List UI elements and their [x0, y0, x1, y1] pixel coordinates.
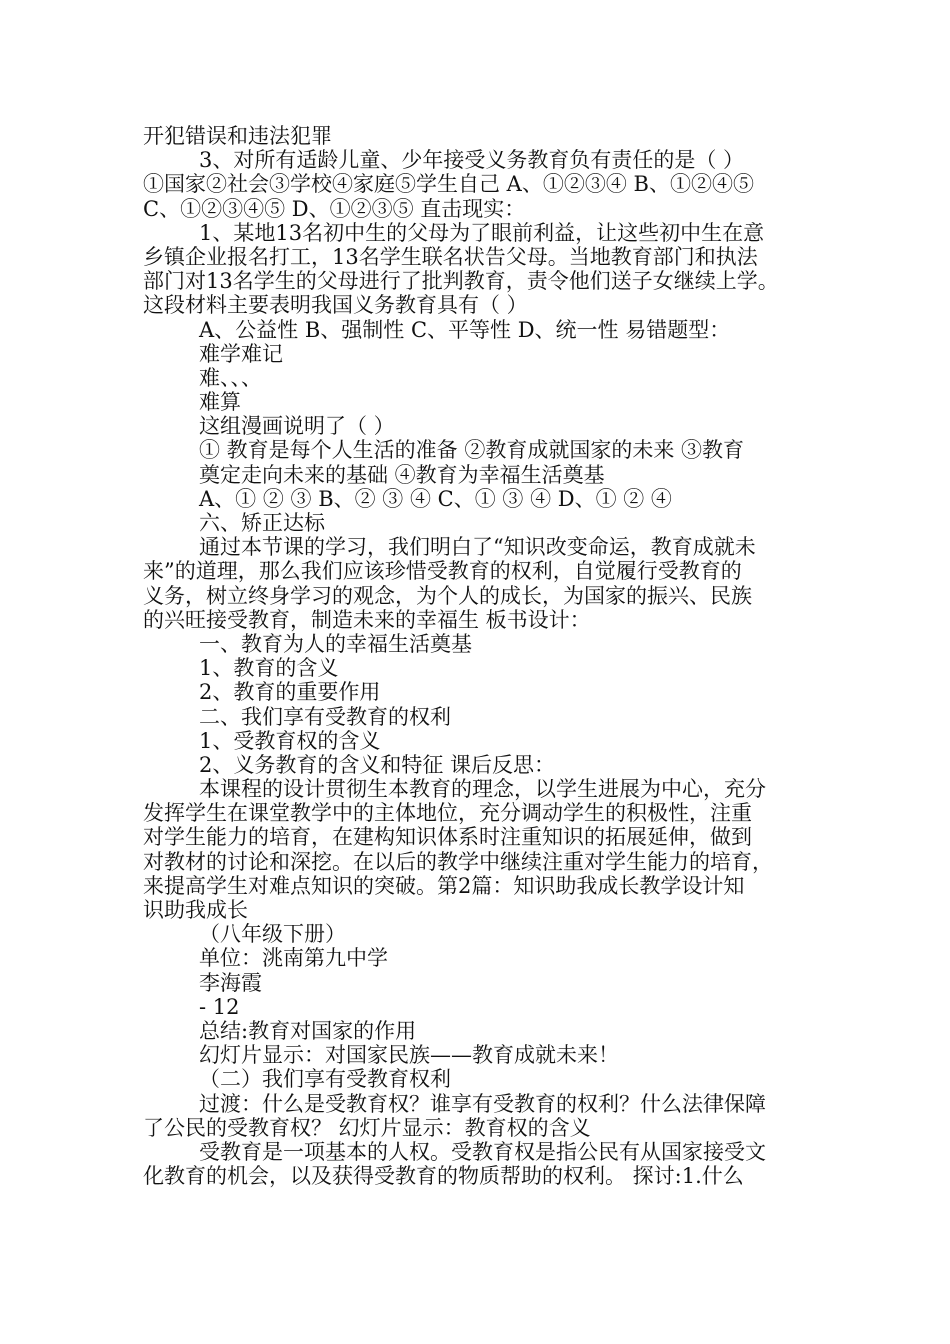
text-line: 来提高学生对难点知识的突破。第2篇：知识助我成长教学设计知 [143, 873, 745, 898]
text-line: （八年级下册） [199, 922, 346, 947]
text-line: 来”的道理，那么我们应该珍惜受教育的权利，自觉履行受教育的 [143, 559, 742, 584]
text-line: 义务，树立终身学习的观念，为个人的成长，为国家的振兴、民族 [143, 583, 752, 608]
text-line: 化教育的机会，以及获得受教育的物质帮助的权利。 探讨:1.什么 [143, 1164, 744, 1189]
text-line: 1、教育的含义 [199, 656, 339, 681]
text-line: A、公益性 B、强制性 C、平等性 D、统一性 易错题型： [199, 317, 731, 342]
text-line: 识助我成长 [143, 898, 248, 922]
text-line: A、① ② ③ B、② ③ ④ C、① ③ ④ D、① ② ④ [199, 486, 672, 511]
text-line: 六、矫正达标 [199, 511, 325, 535]
text-line: 2、教育的重要作用 [199, 680, 381, 705]
text-line: - 12 [199, 994, 240, 1019]
text-line: 部门对13名学生的父母进行了批判教育，责令他们送子女继续上学。 [143, 269, 779, 294]
text-line: 奠定走向未来的基础 ④教育为幸福生活奠基 [199, 462, 605, 487]
text-line: （二）我们享有受教育权利 [199, 1067, 451, 1092]
text-line: 通过本节课的学习，我们明白了“知识改变命运，教育成就未 [199, 535, 756, 560]
text-line: 难、、、 [199, 365, 262, 390]
text-line: 受教育是一项基本的人权。受教育权是指公民有从国家接受文 [199, 1139, 766, 1164]
text-line: 本课程的设计贯彻生本教育的理念，以学生进展为中心，充分 [199, 777, 766, 802]
text-line: 发挥学生在课堂教学中的主体地位，充分调动学生的积极性，注重 [143, 801, 752, 826]
text-line: ① 教育是每个人生活的准备 ②教育成就国家的未来 ③教育 [199, 438, 745, 463]
text-line: 过渡：什么是受教育权？谁享有受教育的权利？什么法律保障 [199, 1091, 766, 1116]
text-line: 这段材料主要表明我国义务教育具有（ ） [143, 293, 528, 318]
text-line: 李海霞 [199, 970, 262, 995]
text-line: 一、教育为人的幸福生活奠基 [199, 631, 472, 656]
text-line: 开犯错误和违法犯罪 [143, 124, 332, 148]
text-line: ①国家②社会③学校④家庭⑤学生自己 A、①②③④ B、①②④⑤ [143, 172, 754, 197]
text-line: 了公民的受教育权？ 幻灯片显示：教育权的含义 [143, 1115, 591, 1140]
text-line: 总结:教育对国家的作用 [199, 1018, 417, 1043]
text-line: 1、某地13名初中生的父母为了眼前利益，让这些初中生在意 [199, 220, 765, 245]
text-line: 3、对所有适龄儿童、少年接受义务教育负有责任的是（ ） [199, 148, 745, 173]
text-line: 幻灯片显示：对国家民族——教育成就未来！ [199, 1043, 619, 1068]
text-line: 1、受教育权的含义 [199, 728, 381, 753]
text-line: 对学生能力的培育，在建构知识体系时注重知识的拓展延伸，做到 [143, 825, 752, 850]
text-line: 2、义务教育的含义和特征 课后反思： [199, 752, 556, 777]
document-body [143, 124, 811, 1188]
text-line: 单位：洮南第九中学 [199, 946, 388, 971]
text-line: 难学难记 [199, 341, 283, 366]
text-line: 乡镇企业报名打工，13名学生联名状告父母。当地教育部门和执法 [143, 244, 758, 269]
text-line: 这组漫画说明了（ ） [199, 414, 395, 439]
text-line: 难算 [199, 390, 241, 415]
text-line: C、①②③④⑤ D、①②③⑤ 直击现实： [143, 196, 526, 221]
text-line: 对教材的讨论和深挖。在以后的教学中继续注重对学生能力的培育， [143, 849, 773, 874]
text-line: 二、我们享有受教育的权利 [199, 704, 451, 729]
text-line: 的兴旺接受教育，制造未来的幸福生 板书设计： [143, 607, 591, 632]
